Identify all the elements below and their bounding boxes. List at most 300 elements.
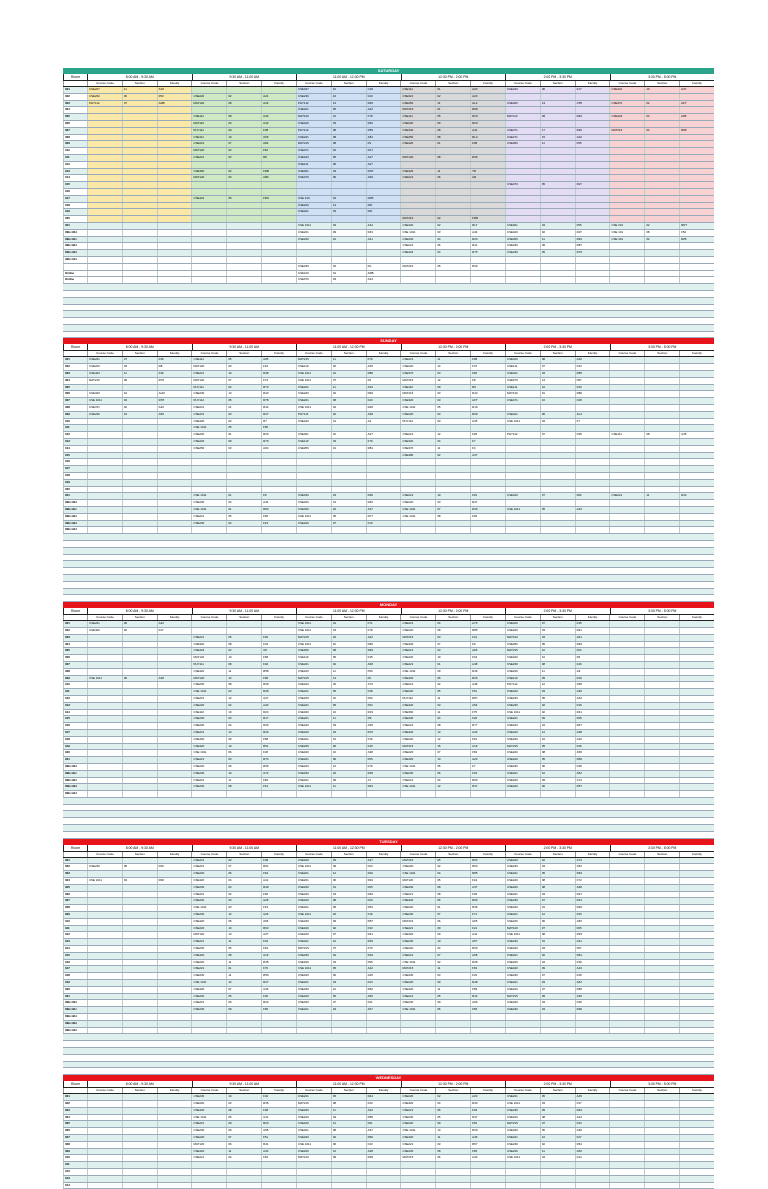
class-cell	[435, 1183, 470, 1189]
class-cell: 09	[435, 1121, 470, 1127]
class-cell: F78	[366, 628, 401, 634]
class-cell	[575, 473, 610, 479]
class-cell	[470, 196, 505, 202]
class-cell	[679, 750, 714, 756]
class-cell: CSE220	[400, 655, 435, 661]
filler-row	[63, 318, 714, 325]
class-cell	[435, 257, 470, 263]
class-cell: CSE220	[400, 500, 435, 506]
class-cell	[157, 216, 192, 222]
table-row	[63, 703, 714, 710]
class-cell	[575, 175, 610, 181]
class-cell: 01	[540, 905, 575, 911]
class-cell: R79	[575, 250, 610, 256]
time-slot-header: 9:30 AM - 11:00 AM	[192, 74, 297, 80]
class-cell: 03	[435, 371, 470, 377]
class-cell: CSE230	[191, 521, 226, 527]
class-cell: CSE221	[505, 1094, 540, 1100]
class-cell	[679, 257, 714, 263]
class-cell: 12	[331, 764, 366, 770]
class-cell: CSE 1011	[400, 669, 435, 675]
table-row	[63, 730, 714, 737]
filler-row	[63, 311, 714, 318]
class-cell: 01	[122, 391, 157, 397]
class-cell: 08	[435, 628, 470, 634]
column-subheader: Course Code	[191, 1088, 226, 1093]
class-cell	[644, 1108, 679, 1114]
class-cell: R55	[366, 1115, 401, 1121]
class-cell: A9	[575, 669, 610, 675]
class-cell: A47	[366, 858, 401, 864]
class-cell	[87, 141, 122, 147]
class-cell	[226, 209, 261, 215]
class-cell: A35	[366, 364, 401, 370]
class-cell: F70	[366, 946, 401, 952]
class-cell	[157, 527, 192, 533]
class-cell: CSE221	[400, 243, 435, 249]
room-cell: 319	[63, 480, 87, 486]
class-cell: A45	[679, 432, 714, 438]
class-cell	[505, 480, 540, 486]
class-cell	[366, 250, 401, 256]
class-cell: 07	[226, 864, 261, 870]
class-cell	[679, 1162, 714, 1168]
class-cell: 01	[331, 432, 366, 438]
column-subheader: Faculty	[366, 852, 401, 857]
class-cell: 07	[331, 946, 366, 952]
column-subheader: Course Code	[609, 351, 644, 356]
class-cell	[157, 250, 192, 256]
class-cell	[157, 858, 192, 864]
class-cell: CSE 1011	[505, 1155, 540, 1161]
room-cell: 306	[63, 391, 87, 397]
class-cell	[679, 871, 714, 877]
class-cell: 05	[331, 994, 366, 1000]
room-cell: 317	[63, 730, 87, 736]
room-cell: 09H-10H	[63, 500, 87, 506]
column-subheader: Course Code	[400, 81, 435, 86]
class-cell	[644, 169, 679, 175]
column-subheader: Course Code	[191, 615, 226, 620]
class-cell: F72	[575, 878, 610, 884]
class-cell: CSE221	[296, 230, 331, 236]
column-subheader: Faculty	[679, 351, 714, 356]
class-cell: 09	[122, 378, 157, 384]
class-cell	[575, 1176, 610, 1182]
class-cell: R85	[470, 628, 505, 634]
class-cell	[157, 507, 192, 513]
class-cell: 02	[331, 364, 366, 370]
class-cell	[540, 500, 575, 506]
class-cell	[157, 960, 192, 966]
class-cell	[679, 1000, 714, 1006]
class-cell: A24	[261, 94, 296, 100]
class-cell: 08	[435, 135, 470, 141]
class-cell: CSE221	[400, 1108, 435, 1114]
class-cell	[644, 723, 679, 729]
class-cell	[435, 182, 470, 188]
class-cell: 11	[331, 669, 366, 675]
class-cell: 08	[435, 885, 470, 891]
room-cell: 308	[63, 135, 87, 141]
class-cell	[679, 446, 714, 452]
class-cell	[644, 378, 679, 384]
room-header: Room	[63, 1081, 87, 1087]
class-cell: F62	[261, 1155, 296, 1161]
class-cell	[122, 419, 157, 425]
table-row	[63, 514, 714, 521]
room-cell: 318	[63, 737, 87, 743]
room-cell: 312	[63, 432, 87, 438]
class-cell: 12	[540, 682, 575, 688]
class-cell	[435, 521, 470, 527]
class-cell: CSE230	[191, 1128, 226, 1134]
class-cell	[191, 203, 226, 209]
class-cell: AFT	[470, 398, 505, 404]
class-cell: 10	[540, 737, 575, 743]
class-cell	[87, 1014, 122, 1020]
class-cell: MAT215	[87, 378, 122, 384]
class-cell: CSE370	[400, 446, 435, 452]
table-row	[63, 87, 714, 94]
room-cell: 302	[63, 1101, 87, 1107]
class-cell: 06	[435, 243, 470, 249]
class-cell: R25	[366, 771, 401, 777]
class-cell	[679, 953, 714, 959]
table-row	[63, 1021, 714, 1028]
class-cell: F44	[470, 878, 505, 884]
class-cell: 01	[331, 885, 366, 891]
class-cell	[87, 473, 122, 479]
class-cell	[679, 878, 714, 884]
class-cell: 11	[122, 87, 157, 93]
table-row	[63, 1028, 714, 1035]
class-cell: CSE110	[296, 364, 331, 370]
class-cell: CSE221	[296, 980, 331, 986]
class-cell	[122, 196, 157, 202]
class-cell	[644, 912, 679, 918]
class-cell: R33	[366, 939, 401, 945]
class-cell	[157, 648, 192, 654]
class-cell	[157, 1155, 192, 1161]
class-cell	[609, 716, 644, 722]
class-cell: 02	[644, 223, 679, 229]
room-cell: 310	[63, 419, 87, 425]
class-cell: F36	[157, 357, 192, 363]
class-cell	[261, 453, 296, 459]
class-cell	[87, 385, 122, 391]
room-cell: 303	[63, 635, 87, 641]
class-cell: F21	[470, 926, 505, 932]
class-cell	[87, 514, 122, 520]
column-subheader: Faculty	[261, 852, 296, 857]
class-cell: F61	[470, 737, 505, 743]
class-cell	[609, 466, 644, 472]
class-cell	[261, 243, 296, 249]
table-row	[63, 878, 714, 885]
class-cell	[679, 1121, 714, 1127]
class-cell: CSE420	[296, 121, 331, 127]
class-cell: 08	[331, 1101, 366, 1107]
room-cell: Online	[63, 277, 87, 283]
class-cell	[609, 257, 644, 263]
class-cell: 05	[226, 994, 261, 1000]
class-cell: MAT215	[400, 966, 435, 972]
class-cell	[87, 858, 122, 864]
class-cell: F16	[261, 364, 296, 370]
class-cell	[122, 858, 157, 864]
class-cell	[679, 466, 714, 472]
class-cell	[609, 1000, 644, 1006]
class-cell	[540, 459, 575, 465]
class-cell	[540, 521, 575, 527]
class-cell: 05	[331, 966, 366, 972]
class-cell: 09	[331, 864, 366, 870]
class-cell: F50	[366, 669, 401, 675]
class-cell	[226, 182, 261, 188]
class-cell: F45	[366, 655, 401, 661]
column-subheader: Faculty	[470, 1088, 505, 1093]
class-cell	[122, 277, 157, 283]
table-row	[63, 723, 714, 730]
class-cell: R30	[470, 264, 505, 270]
class-cell: 11	[226, 778, 261, 784]
class-cell: CSE221	[400, 953, 435, 959]
class-cell	[609, 669, 644, 675]
class-cell: CSE110	[400, 385, 435, 391]
time-slot-header: 3:30 PM - 5:00 PM	[610, 1081, 715, 1087]
class-cell: CSE221	[296, 905, 331, 911]
class-cell	[296, 473, 331, 479]
class-cell: CSE230	[296, 771, 331, 777]
class-cell	[575, 1014, 610, 1020]
class-cell: F56	[470, 1007, 505, 1013]
class-cell: 03	[331, 493, 366, 499]
column-subheader: Faculty	[470, 852, 505, 857]
class-cell: RNT	[366, 169, 401, 175]
class-cell: MAT120	[191, 932, 226, 938]
class-cell: 10	[435, 493, 470, 499]
class-cell	[122, 648, 157, 654]
filler-row	[63, 568, 714, 575]
class-cell	[157, 1007, 192, 1013]
class-cell	[122, 466, 157, 472]
class-cell: CSE460	[505, 101, 540, 107]
room-cell: 316	[63, 960, 87, 966]
room-cell: 305	[63, 1121, 87, 1127]
class-cell	[87, 1169, 122, 1175]
class-cell	[679, 960, 714, 966]
class-cell: CSE420	[400, 703, 435, 709]
class-cell: CSE230	[296, 94, 331, 100]
class-cell: 10	[331, 87, 366, 93]
class-cell: 10	[435, 757, 470, 763]
class-cell	[644, 257, 679, 263]
class-cell	[157, 1028, 192, 1034]
table-row	[63, 446, 714, 453]
class-cell: 04	[226, 885, 261, 891]
class-cell: CSE221	[191, 778, 226, 784]
room-cell: 303	[63, 1108, 87, 1114]
room-cell: 304	[63, 878, 87, 884]
class-cell	[470, 1014, 505, 1020]
class-cell: CSE220	[296, 1115, 331, 1121]
class-cell: CSE221	[505, 1135, 540, 1141]
class-cell	[157, 926, 192, 932]
class-cell: CSE220	[191, 723, 226, 729]
class-cell	[644, 689, 679, 695]
table-row	[63, 357, 714, 364]
column-subheader: Course Code	[505, 81, 540, 86]
class-cell	[609, 121, 644, 127]
table-row	[63, 1094, 714, 1101]
class-cell	[122, 439, 157, 445]
class-cell	[87, 527, 122, 533]
class-cell	[540, 439, 575, 445]
class-cell	[609, 994, 644, 1000]
class-cell	[609, 682, 644, 688]
class-cell	[679, 521, 714, 527]
class-cell: F32	[261, 939, 296, 945]
table-row	[63, 1155, 714, 1162]
class-cell: 12	[331, 871, 366, 877]
class-cell: F8	[470, 378, 505, 384]
room-cell: 311	[63, 926, 87, 932]
class-cell: 05	[540, 642, 575, 648]
class-cell	[575, 169, 610, 175]
class-cell	[575, 257, 610, 263]
class-cell: R20	[470, 237, 505, 243]
class-cell	[87, 669, 122, 675]
class-cell	[679, 771, 714, 777]
class-cell	[644, 527, 679, 533]
class-cell: CSE 1011	[296, 864, 331, 870]
table-row	[63, 500, 714, 507]
class-cell	[122, 980, 157, 986]
class-cell: CSE320	[400, 398, 435, 404]
class-cell: CSE221	[505, 716, 540, 722]
class-cell: MAT120	[191, 101, 226, 107]
column-subheader: Faculty	[470, 615, 505, 620]
class-cell	[157, 385, 192, 391]
class-cell: CSE230	[191, 784, 226, 790]
class-cell	[331, 1176, 366, 1182]
class-cell: 01	[331, 446, 366, 452]
class-cell	[540, 453, 575, 459]
class-cell	[87, 926, 122, 932]
column-subheader: Section	[435, 1088, 470, 1093]
class-cell: 09	[226, 737, 261, 743]
class-cell: 04	[435, 778, 470, 784]
class-cell: MAT215	[400, 919, 435, 925]
class-cell	[261, 621, 296, 627]
class-cell: 01	[226, 432, 261, 438]
class-cell: F38	[261, 1108, 296, 1114]
class-cell: F46	[575, 662, 610, 668]
class-cell: R75	[470, 250, 505, 256]
class-cell: 05	[435, 764, 470, 770]
class-cell	[679, 778, 714, 784]
room-cell: 310	[63, 148, 87, 154]
class-cell: 04	[540, 1000, 575, 1006]
room-cell: 09H-14H	[63, 527, 87, 533]
extra-row	[63, 271, 714, 278]
class-cell	[540, 514, 575, 520]
class-cell	[157, 439, 192, 445]
class-cell	[157, 919, 192, 925]
class-cell	[609, 1128, 644, 1134]
class-cell	[122, 135, 157, 141]
class-cell	[122, 209, 157, 215]
class-cell	[157, 175, 192, 181]
class-cell: 02	[331, 682, 366, 688]
class-cell: F10	[366, 521, 401, 527]
class-cell: CSE221	[400, 432, 435, 438]
class-cell: 09	[435, 926, 470, 932]
class-cell: R27	[261, 412, 296, 418]
class-cell	[191, 271, 226, 277]
table-row	[63, 371, 714, 378]
class-cell: CSE370	[296, 175, 331, 181]
class-cell: CSE220	[505, 987, 540, 993]
class-cell: 05	[331, 858, 366, 864]
class-cell: 07	[435, 507, 470, 513]
class-cell	[87, 264, 122, 270]
class-cell	[87, 250, 122, 256]
class-cell: 11	[540, 669, 575, 675]
class-cell	[679, 419, 714, 425]
class-cell: 03	[435, 500, 470, 506]
class-cell: F49	[575, 676, 610, 682]
class-cell	[400, 527, 435, 533]
column-subheader: Faculty	[470, 351, 505, 356]
class-cell: A73	[261, 771, 296, 777]
class-cell	[609, 710, 644, 716]
room-cell: 09H-12H	[63, 514, 87, 520]
class-cell	[87, 493, 122, 499]
class-cell	[157, 148, 192, 154]
class-cell	[157, 635, 192, 641]
class-cell	[644, 987, 679, 993]
class-cell: 07	[540, 898, 575, 904]
class-cell	[644, 466, 679, 472]
class-cell	[679, 648, 714, 654]
class-cell	[575, 148, 610, 154]
class-cell	[122, 175, 157, 181]
class-cell: A41	[261, 878, 296, 884]
class-cell	[226, 1183, 261, 1189]
class-cell: A27	[366, 432, 401, 438]
class-cell: 02	[435, 682, 470, 688]
room-cell: 09H-11H	[63, 507, 87, 513]
class-cell	[191, 487, 226, 493]
class-cell	[87, 1108, 122, 1114]
class-cell	[366, 425, 401, 431]
class-cell	[157, 682, 192, 688]
class-cell: F16	[366, 737, 401, 743]
class-cell	[122, 155, 157, 161]
class-cell	[609, 243, 644, 249]
class-cell	[609, 737, 644, 743]
class-cell: 07	[331, 1000, 366, 1006]
class-cell	[261, 277, 296, 283]
class-cell: CSE360	[400, 710, 435, 716]
class-cell	[331, 473, 366, 479]
class-cell: MAT215	[505, 1121, 540, 1127]
class-cell	[644, 1007, 679, 1013]
class-cell	[644, 203, 679, 209]
room-cell: 306	[63, 1128, 87, 1134]
